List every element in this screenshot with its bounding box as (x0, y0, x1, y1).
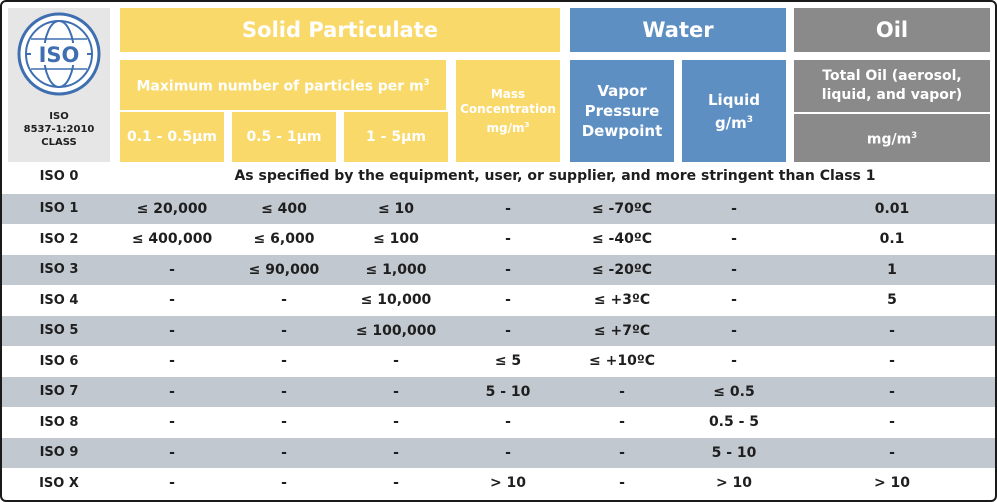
cell-liquid: 0.5 - 5 (708, 414, 760, 431)
row-label: ISO 1 (39, 201, 79, 217)
cell-vapor: ≤ +3ºC (593, 292, 651, 309)
cell-mass: - (505, 414, 511, 431)
cell-mass: > 10 (489, 475, 527, 492)
cell-1-5: - (393, 444, 399, 461)
class-header-cell (8, 8, 110, 162)
row-label: ISO 7 (39, 384, 79, 400)
cell-0-1-0-5: ≤ 20,000 (136, 200, 208, 217)
vapor-pressure-dewpoint-header: Vapor Pressure Dewpoint (570, 60, 674, 162)
cell-mass: - (505, 322, 511, 339)
class-header-line3: CLASS (41, 137, 77, 148)
cell-liquid: 5 - 10 (711, 444, 757, 461)
cell-vapor: - (619, 444, 625, 461)
cell-liquid: > 10 (715, 475, 753, 492)
cell-liquid: - (731, 261, 737, 278)
cell-0-5-1: ≤ 6,000 (253, 231, 315, 248)
cell-oil: 5 (887, 292, 897, 309)
cell-vapor: - (619, 475, 625, 492)
table-row (2, 469, 997, 499)
cell-0-1-0-5: - (169, 414, 175, 431)
table-row-iso-0 (2, 162, 997, 190)
group-water: Water (570, 8, 786, 52)
cell-0-1-0-5: - (169, 261, 175, 278)
cell-1-5: ≤ 100,000 (355, 322, 437, 339)
row-label: ISO 0 (39, 168, 79, 184)
cell-oil: - (889, 414, 895, 431)
cell-vapor: ≤ -40ºC (591, 231, 653, 248)
oil-unit-header: $mg/m^3$ (794, 114, 990, 162)
cell-liquid: - (731, 292, 737, 309)
cell-oil: - (889, 322, 895, 339)
max-particles-header: Maximum number of particles per $m^3$ (120, 60, 446, 110)
row-label: ISO 4 (39, 292, 79, 308)
row-label: ISO 6 (39, 353, 79, 369)
cell-vapor: ≤ +10ºC (589, 353, 655, 370)
cell-liquid: ≤ 0.5 (713, 383, 755, 400)
row-label: ISO 3 (39, 262, 79, 278)
row-label: ISO 9 (39, 445, 79, 461)
cell-0-1-0-5: - (169, 475, 175, 492)
cell-oil: - (889, 444, 895, 461)
cell-0-1-0-5: ≤ 400,000 (131, 231, 213, 248)
cell-vapor: - (619, 383, 625, 400)
row-label: ISO X (39, 475, 79, 491)
cell-mass: - (505, 200, 511, 217)
svg-text:ISO: ISO (38, 43, 80, 67)
iso-logo (17, 12, 101, 96)
class-header-line2: 8537-1:2010 (23, 124, 95, 135)
cell-0-5-1: - (281, 475, 287, 492)
cell-1-5: - (393, 353, 399, 370)
liquid-header: Liquid $g/m^3$ (682, 60, 786, 162)
cell-oil: 1 (887, 261, 897, 278)
cell-1-5: - (393, 414, 399, 431)
cell-mass: - (505, 231, 511, 248)
cell-vapor: ≤ -70ºC (591, 200, 653, 217)
cell-0-5-1: ≤ 90,000 (248, 261, 320, 278)
cell-0-5-1: - (281, 292, 287, 309)
table-row (2, 255, 997, 285)
cell-0-5-1: - (281, 414, 287, 431)
row-label: ISO 2 (39, 231, 79, 247)
row-label: ISO 8 (39, 414, 79, 430)
group-oil: Oil (794, 8, 990, 52)
cell-vapor: ≤ -20ºC (591, 261, 653, 278)
cell-vapor: - (619, 414, 625, 431)
table-row (2, 316, 997, 346)
table-row (2, 286, 997, 316)
table-row (2, 438, 997, 468)
cell-1-5: - (393, 475, 399, 492)
row-label: ISO 5 (39, 323, 79, 339)
cell-oil: > 10 (873, 475, 911, 492)
cell-1-5: ≤ 100 (373, 231, 419, 248)
cell-mass: - (505, 261, 511, 278)
cell-oil: 0.01 (874, 200, 910, 217)
cell-oil: - (889, 353, 895, 370)
cell-liquid: - (731, 200, 737, 217)
cell-oil: - (889, 383, 895, 400)
cell-0-5-1: ≤ 400 (261, 200, 307, 217)
table-row (2, 194, 997, 224)
cell-mass: 5 - 10 (485, 383, 531, 400)
cell-0-1-0-5: - (169, 444, 175, 461)
cell-0-1-0-5: - (169, 353, 175, 370)
size-0-5-1-header: 0.5 - 1µm (232, 112, 336, 162)
cell-0-1-0-5: - (169, 383, 175, 400)
cell-0-1-0-5: - (169, 322, 175, 339)
total-oil-header: Total Oil (aerosol, liquid, and vapor) (794, 60, 990, 112)
cell-liquid: - (731, 231, 737, 248)
table-row (2, 377, 997, 407)
cell-mass: - (505, 292, 511, 309)
cell-liquid: - (731, 353, 737, 370)
table-row (2, 408, 997, 438)
cell-0-5-1: - (281, 444, 287, 461)
table-row (2, 225, 997, 255)
cell-1-5: ≤ 10 (377, 200, 415, 217)
iso-0-note: As specified by the equipment, user, or supplier, and more stringent than Class 1 (234, 168, 876, 184)
size-1-5-header: 1 - 5µm (344, 112, 448, 162)
size-0-1-0-5-header: 0.1 - 0.5µm (120, 112, 224, 162)
cell-mass: - (505, 444, 511, 461)
cell-vapor: ≤ +7ºC (593, 322, 651, 339)
cell-1-5: - (393, 383, 399, 400)
cell-0-5-1: - (281, 383, 287, 400)
cell-1-5: ≤ 10,000 (360, 292, 432, 309)
group-solid-particulate: Solid Particulate (120, 8, 560, 52)
cell-oil: 0.1 (879, 231, 905, 248)
cell-0-5-1: - (281, 322, 287, 339)
cell-0-1-0-5: - (169, 292, 175, 309)
table-row (2, 347, 997, 377)
mass-concentration-header: Mass Concentration $mg/m^3$ (456, 60, 560, 162)
class-header-line1: ISO (49, 111, 69, 122)
cell-1-5: ≤ 1,000 (365, 261, 427, 278)
cell-liquid: - (731, 322, 737, 339)
cell-mass: ≤ 5 (494, 353, 522, 370)
cell-0-5-1: - (281, 353, 287, 370)
